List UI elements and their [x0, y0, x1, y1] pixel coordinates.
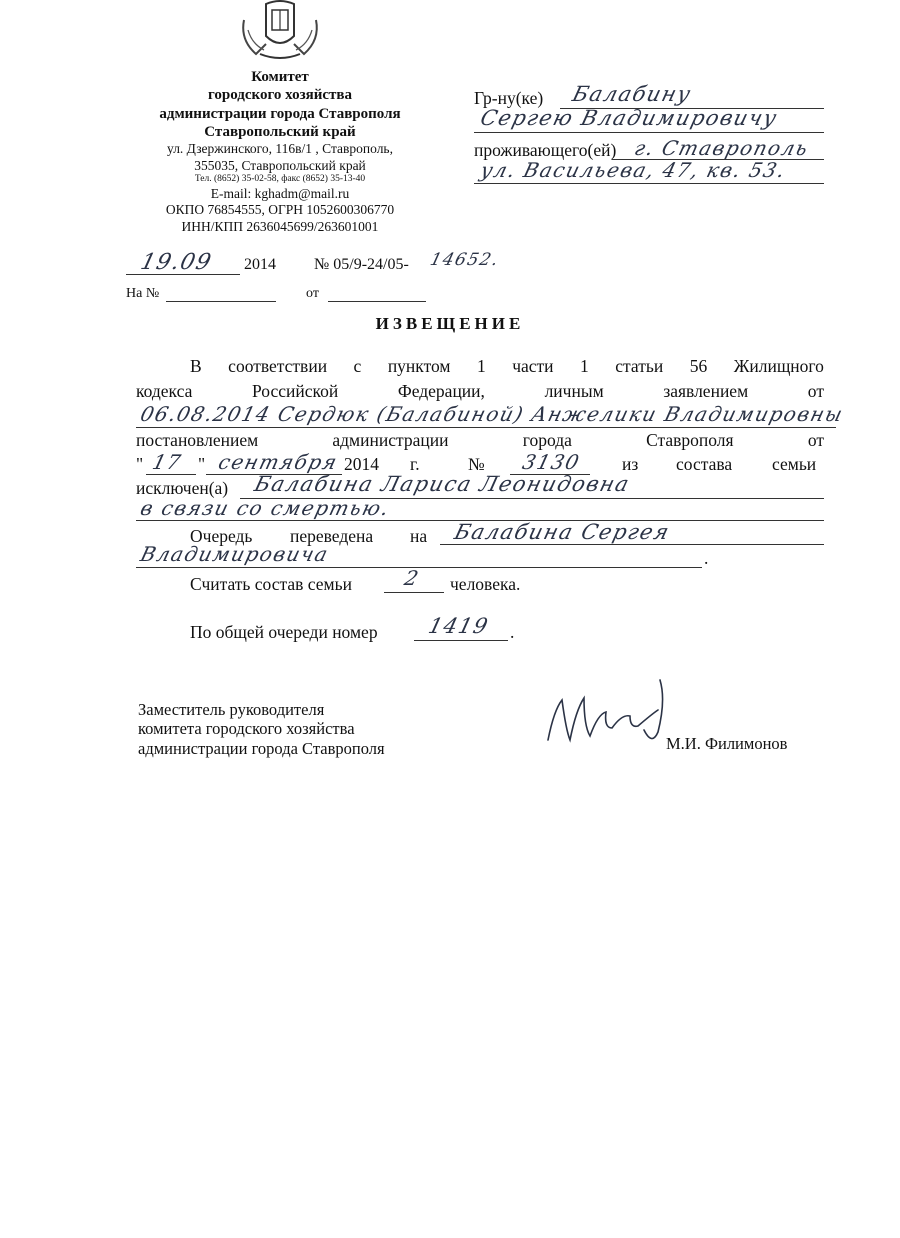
addressee-label: Гр-ну(ке) [474, 88, 544, 108]
transferred-to-hand: Балабина Сергея [452, 520, 673, 544]
word-sostava: состава [676, 454, 733, 474]
decree-year: 2014 [344, 454, 379, 474]
word: личным [544, 381, 604, 401]
living-line-2 [474, 183, 824, 184]
handwritten-signature [540, 670, 680, 754]
addressee-line-2 [474, 132, 824, 133]
word: Российской [252, 381, 339, 401]
queue-number-hand: 1419 [426, 614, 492, 638]
decree-no-sign: № [468, 454, 485, 474]
excluded-person-hand: Балабина Лариса Леонидовна [252, 472, 633, 496]
addressee-name-hand-2: Сергею Владимировичу [478, 106, 781, 130]
position-line: комитета городского хозяйства [138, 719, 355, 739]
word: Ставрополя [646, 430, 734, 450]
transferred-to-hand-2: Владимировича [138, 542, 332, 566]
word-iz: из [622, 454, 639, 474]
decree-g: г. [410, 454, 420, 474]
word: 56 [689, 356, 708, 376]
word: статьи [615, 356, 664, 376]
ref-label: На № [126, 286, 160, 301]
okpo-line: ОКПО 76854555, ОГРН 1052600306770 [165, 202, 395, 218]
letterhead [110, 68, 450, 235]
word: Федерации, [397, 381, 485, 401]
word: Жилищного [733, 356, 824, 376]
applicant-hand: 06.08.2014 Сердюк (Балабиной) Анжелики Владимировны [138, 402, 847, 426]
document-title: ИЗВЕЩЕНИЕ [375, 314, 525, 333]
quote-open: " [136, 454, 144, 474]
word-perevedena: переведена [290, 526, 374, 546]
body-line-1 [190, 356, 824, 377]
word: администрации [332, 430, 449, 450]
quote-close: " [198, 454, 206, 474]
decree-number-hand: 3130 [520, 450, 583, 474]
word-ochered: Очередь [190, 526, 253, 546]
word: 1 [476, 356, 486, 376]
doc-number-hand: 14652. [428, 250, 502, 270]
ref-from-label: от [306, 286, 319, 301]
signatory-position [138, 700, 385, 758]
word: заявлением [663, 381, 749, 401]
living-city-hand: г. Ставрополь [632, 136, 812, 160]
word: кодекса [136, 381, 193, 401]
word: от [807, 381, 824, 401]
coat-of-arms-emblem [236, 0, 324, 60]
address-line: 355035, Ставропольский край [194, 157, 366, 173]
date-year: 2014 [244, 256, 276, 273]
living-label: проживающего(ей) [474, 140, 617, 160]
word: пунктом [387, 356, 451, 376]
word: от [807, 430, 824, 450]
ref-date-line [328, 301, 426, 302]
queue-end: . [510, 622, 515, 642]
applicant-line [136, 427, 836, 428]
inn-line: ИНН/КПП 2636045699/263601001 [181, 218, 379, 234]
doc-number-prefix: № 05/9-24/05- [314, 256, 409, 273]
transferred-line [440, 544, 824, 545]
family-count-hand: 2 [402, 566, 423, 590]
phone-line: Тел. (8652) 35-02-58, факс (8652) 35-13-40 [194, 174, 366, 185]
excluded-label: исключен(а) [136, 478, 229, 498]
living-street-hand: ул. Васильева, 47, кв. 53. [478, 158, 789, 182]
date-hand: 19.09 [138, 250, 215, 275]
decree-day-hand: 17 [150, 450, 185, 474]
position-line: Заместитель руководителя [138, 700, 325, 719]
word: города [522, 430, 572, 450]
word-semi: семьи [772, 454, 817, 474]
reason-hand: в связи со смертью. [138, 496, 393, 520]
queue-number-line [414, 640, 508, 641]
decree-month-hand: сентября [216, 450, 341, 474]
family-count-line [384, 592, 444, 593]
body-line-4 [136, 430, 824, 451]
org-line: Ставропольский край [204, 123, 356, 140]
address-line: ул. Дзержинского, 116в/1 , Ставрополь, [167, 141, 393, 157]
family-label: Считать состав семьи [190, 574, 352, 594]
ref-number-line [166, 301, 276, 302]
family-unit: человека. [450, 574, 521, 594]
word: постановлением [136, 430, 259, 450]
word: с [353, 356, 362, 376]
word: соответствии [228, 356, 328, 376]
org-line: городского хозяйства [207, 87, 353, 104]
queue-label: По общей очереди номер [190, 622, 378, 642]
body-line-2 [136, 381, 824, 402]
word: В [190, 356, 202, 376]
word: части [512, 356, 554, 376]
line-end-period: . [704, 548, 709, 568]
addressee-name-hand: Балабину [570, 82, 695, 106]
signatory-name: М.И. Филимонов [666, 734, 788, 753]
org-line: Комитет [251, 69, 309, 85]
email-line: E-mail: kghadm@mail.ru [210, 185, 350, 201]
word: 1 [580, 356, 589, 376]
decree-day-line [146, 474, 196, 475]
org-line: администрации города Ставрополя [159, 105, 401, 122]
position-line: администрации города Ставрополя [138, 738, 385, 758]
word-na: на [410, 526, 428, 546]
